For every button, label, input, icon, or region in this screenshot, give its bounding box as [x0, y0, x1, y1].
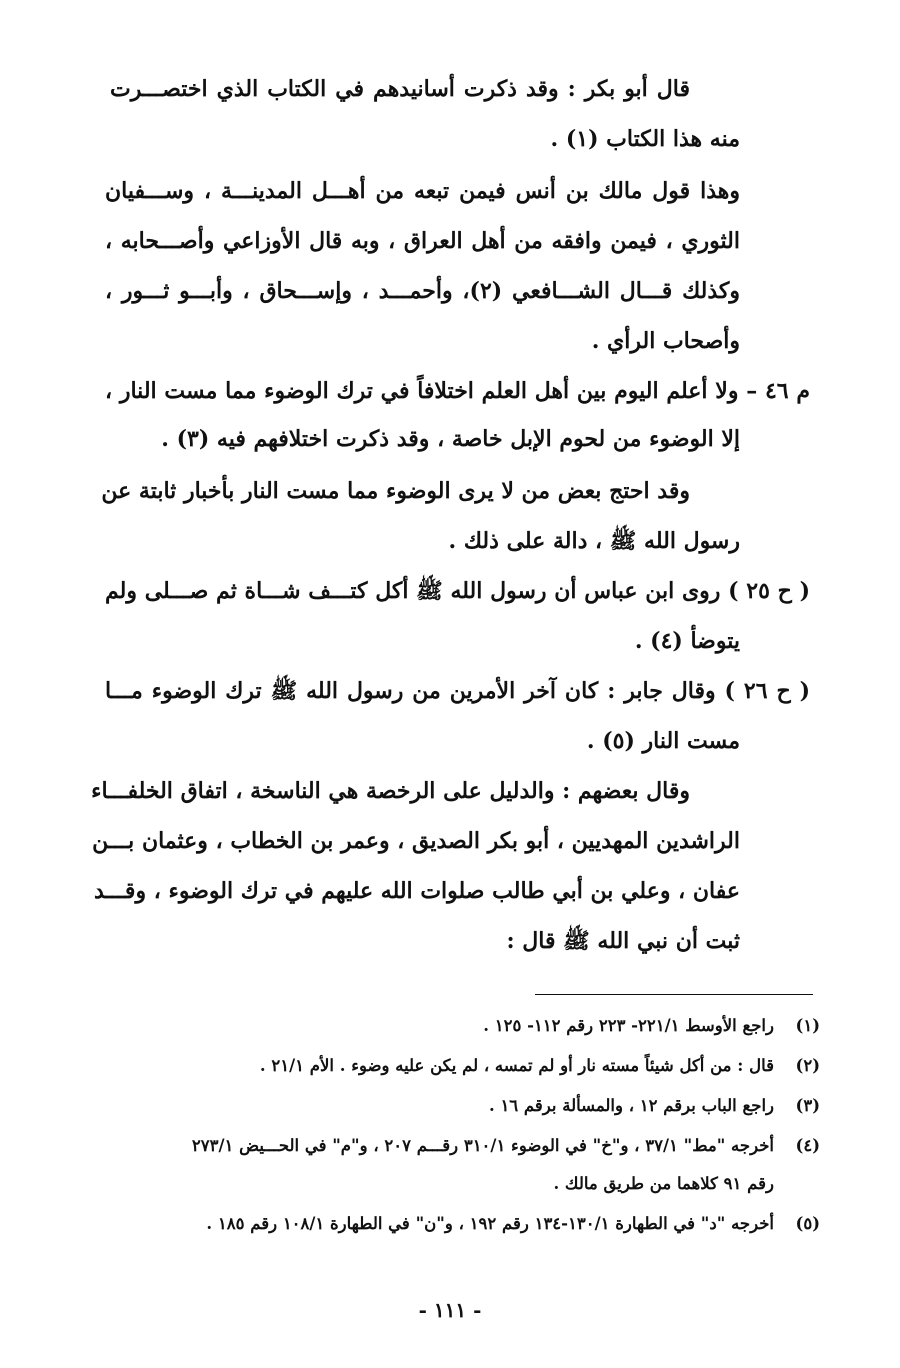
footnote — [260, 1058, 820, 1075]
footnote — [483, 1018, 820, 1035]
body-line: وكذلك قـــال الشـــافعي (٢)، وأحمـــد ، وإســـحاق ، وأبـــو ثـــور ، — [105, 278, 740, 304]
body-line: وقال بعضهم : والدليل على الرخصة هي الناسخة ، اتفاق الخلفـــاء — [91, 778, 690, 804]
body-line: وهذا قول مالك بن أنس فيمن تبعه من أهـــل المدينـــة ، وســـفيان — [105, 178, 740, 204]
hadith-line: ( ح ٢٥ ) روى ابن عباس أن رسول الله ﷺ أكل كتـــف شـــاة ثم صـــلى ولم — [105, 578, 810, 604]
footnote-text: أخرجه "د" في الطهارة ١٣٠/١-١٣٤ رقم ١٩٢ ، و"ن" في الطهارة ١٠٨/١ رقم ١٨٥ . — [206, 1214, 774, 1233]
footnote-number: (٣) — [795, 1096, 820, 1115]
body-line: مست النار (٥) . — [586, 728, 740, 754]
footnote-text: رقم ٩١ كلاهما من طريق مالك . — [553, 1174, 774, 1193]
body-line: ثبت أن نبي الله ﷺ قال : — [506, 928, 740, 954]
footnote-number: (٤) — [795, 1136, 820, 1155]
footnote — [192, 1138, 820, 1155]
body-line: منه هذا الكتاب (١) . — [550, 126, 740, 152]
body-line: الثوري ، فيمن وافقه من أهل العراق ، وبه قال الأوزاعي وأصـــحابه ، — [105, 228, 740, 254]
body-line: وأصحاب الرأي . — [591, 328, 740, 354]
body-line: إلا الوضوء من لحوم الإبل خاصة ، وقد ذكرت اختلافهم فيه (٣) . — [161, 426, 740, 452]
hadith-line: ( ح ٢٦ ) وقال جابر : كان آخر الأمرين من رسول الله ﷺ ترك الوضوء مـــا — [105, 678, 810, 704]
footnote — [206, 1216, 820, 1233]
footnote-number: (٢) — [795, 1056, 820, 1075]
body-line: عفان ، وعلي بن أبي طالب صلوات الله عليهم في ترك الوضوء ، وقـــد — [94, 878, 740, 904]
page-number: - ١١١ - — [418, 1298, 482, 1322]
footnote — [489, 1098, 820, 1115]
footnote-number: (٥) — [795, 1214, 820, 1233]
body-line: وقد احتج بعض من لا يرى الوضوء مما مست النار بأخبار ثابتة عن — [101, 478, 690, 504]
footnote-text: راجع الباب برقم ١٢ ، والمسألة برقم ١٦ . — [488, 1096, 774, 1115]
footnote-text: راجع الأوسط ٢٢١/١- ٢٢٣ رقم ١١٢- ١٢٥ . — [483, 1016, 774, 1035]
body-line: يتوضأ (٤) . — [634, 628, 740, 654]
footnote-separator — [535, 994, 813, 995]
body-line: قال أبو بكر : وقد ذكرت أسانيدهم في الكتاب الذي اختصـــرت — [110, 76, 690, 102]
footnote-text: أخرجه "مط" ٣٧/١ ، و"خ" في الوضوء ٣١٠/١ رقـــم ٢٠٧ ، و"م" في الحـــيض ٢٧٣/١ — [191, 1136, 774, 1155]
footnote-continuation — [553, 1176, 820, 1193]
footnote-number: (١) — [795, 1016, 820, 1035]
masala-heading-line: م ٤٦ – ولا أعلم اليوم بين أهل العلم اختلافاً في ترك الوضوء مما مست النار ، — [105, 378, 810, 404]
body-line: رسول الله ﷺ ، دالة على ذلك . — [448, 528, 740, 554]
footnote-text: قال : من أكل شيئاً مسته نار أو لم تمسه ، لم يكن عليه وضوء . الأم ٢١/١ . — [259, 1056, 774, 1075]
body-line: الراشدين المهديين ، أبو بكر الصديق ، وعمر بن الخطاب ، وعثمان بـــن — [92, 828, 740, 854]
